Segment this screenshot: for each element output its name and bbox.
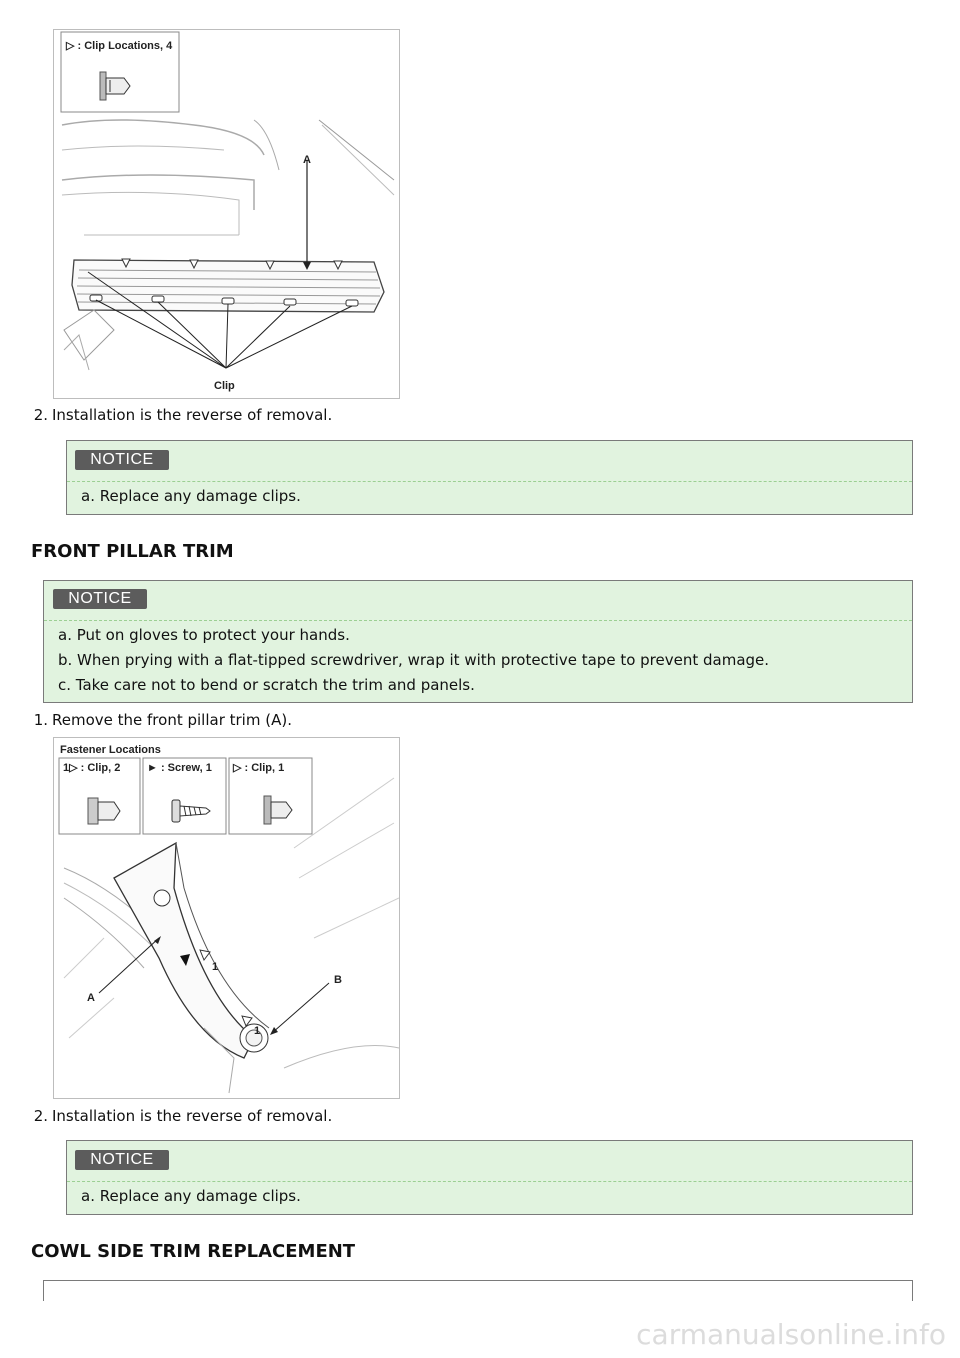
callout-1-lower: 1 [254,1025,261,1037]
section-heading-front-pillar-trim: FRONT PILLAR TRIM [31,541,234,562]
notice-divider [67,481,912,482]
step-installation-1 [28,406,332,424]
step-number: 2. [33,406,48,424]
notice-divider [44,620,912,621]
legend-screw-1: ► : Screw, 1 [147,762,212,774]
notice-item: a. Replace any damage clips. [81,1187,301,1205]
notice-box-3 [66,1140,913,1215]
clip-locations-legend: ▷ : Clip Locations, 4 [66,40,173,52]
notice-divider [67,1181,912,1182]
notice-box-4-partial [43,1280,913,1301]
callout-1-upper: 1 [212,961,219,973]
step-remove-front-pillar [28,711,292,729]
step-installation-2 [28,1107,332,1125]
clip-location-figure [53,29,400,399]
site-watermark: carmanualsonline.info [636,1318,946,1351]
step-text: Installation is the reverse of removal. [52,406,333,424]
fastener-locations-title: Fastener Locations [60,744,161,756]
section-heading-cowl-side-trim: COWL SIDE TRIM REPLACEMENT [31,1241,356,1262]
part-a-label: A [87,992,95,1004]
clip-callout-label: Clip [214,380,235,392]
part-b-label: B [334,974,342,986]
part-a-label: A [303,154,311,166]
legend-clip-2: 1▷ : Clip, 2 [63,762,121,774]
notice-item: a. Replace any damage clips. [81,487,301,505]
legend-clip-1: ▷ : Clip, 1 [233,762,285,774]
notice-item: c. Take care not to bend or scratch the trim and panels. [58,676,475,694]
notice-badge: NOTICE [75,450,169,470]
front-pillar-illustration [54,738,399,1098]
step-number: 2. [33,1107,48,1125]
notice-box-1 [66,440,913,515]
notice-item: a. Put on gloves to protect your hands. [58,626,350,644]
step-text: Installation is the reverse of removal. [52,1107,333,1125]
notice-item: b. When prying with a flat-tipped screwdriver, wrap it with protective tape to prevent damage. [58,651,770,669]
front-pillar-fastener-figure [53,737,400,1099]
door-scuff-trim-illustration [54,30,399,398]
notice-box-2 [43,580,913,703]
step-number: 1. [33,711,48,729]
notice-badge: NOTICE [53,589,147,609]
step-text: Remove the front pillar trim (A). [52,711,292,729]
notice-badge: NOTICE [75,1150,169,1170]
